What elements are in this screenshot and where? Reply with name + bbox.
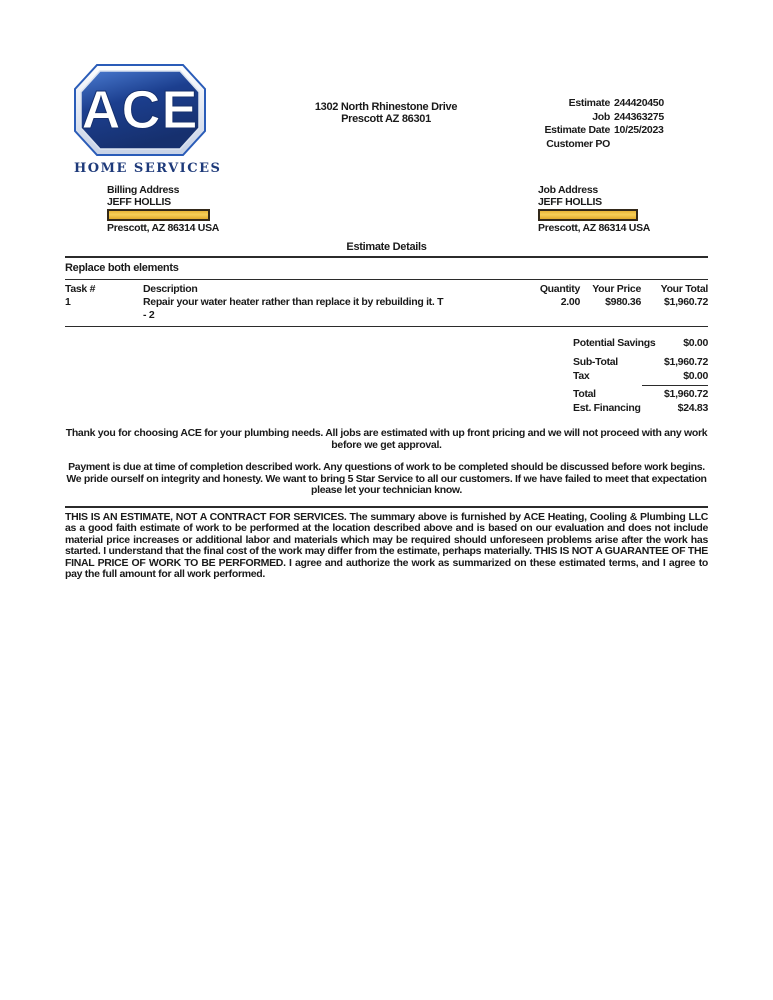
logo-subtext: HOME SERVICES	[74, 161, 222, 176]
divider	[65, 506, 708, 508]
total-divider	[642, 385, 708, 386]
subtotal-value: $1,960.72	[663, 356, 708, 368]
header-task: Task #	[65, 283, 96, 295]
billing-address-city: Prescott, AZ 86314 USA	[107, 222, 220, 234]
row-description: Repair your water heater rather than replace it by rebuilding it. T - 2	[143, 296, 444, 321]
company-logo	[74, 64, 222, 176]
tax-row	[573, 369, 708, 383]
estimate-meta	[470, 97, 710, 151]
section-title: Estimate Details	[346, 241, 427, 253]
billing-address-block	[107, 185, 219, 234]
meta-estimate-label: Estimate	[568, 97, 610, 109]
meta-customer-po-value	[614, 138, 710, 152]
header-description: Description	[143, 283, 198, 295]
potential-savings-value: $0.00	[683, 337, 708, 349]
potential-savings-row	[573, 336, 708, 350]
estimate-disclaimer: THIS IS AN ESTIMATE, NOT A CONTRACT FOR SERVICES. The summary above is furnished by ACE Heating, Cooling & Plumbing LLC as a good faith estimate of work to be performed at the location described above and is based on our evaluation and does not include material price increases or additional labor and materials which may be required should unforeseen problems arise after the work has started. I understand that the final cost of the work may differ from the estimate, perhaps materially. THIS IS NOT A GUARANTEE OF THE FINAL PRICE OF WORK TO BE PERFORMED. I agree and authorize the work as summarized on these estimated terms, and I agree to pay the full amount for all work performed.	[65, 510, 708, 580]
row-quantity: 2.00	[560, 296, 580, 308]
row-total: $1,960.72	[663, 296, 708, 308]
header-price: Your Price	[592, 283, 641, 295]
company-address-line2: Prescott AZ 86301	[341, 113, 431, 125]
meta-estimate-date-label: Estimate Date	[544, 124, 610, 136]
job-address-city: Prescott, AZ 86314 USA	[538, 222, 651, 234]
billing-address-redaction-bar	[107, 209, 210, 221]
potential-savings-label: Potential Savings	[573, 337, 656, 349]
job-address-block	[538, 185, 650, 234]
ace-badge-icon	[74, 64, 206, 156]
header-total: Your Total	[660, 283, 708, 295]
payment-note-line2: We pride ourself on integrity and honesty. We want to bring 5 Star Service to all our customers. If we have failed to meet that expectation please let your technician know.	[66, 472, 707, 496]
tax-value: $0.00	[683, 370, 708, 382]
meta-estimate-value: 244420450	[614, 97, 664, 109]
totals-block	[65, 336, 708, 415]
job-address-redaction-bar	[538, 209, 638, 221]
financing-row	[573, 401, 708, 415]
total-label: Total	[573, 388, 596, 400]
divider	[65, 326, 708, 327]
row-price: $980.36	[605, 296, 641, 308]
meta-estimate-date-value: 10/25/2023	[614, 124, 664, 136]
financing-value: $24.83	[677, 402, 708, 414]
payment-note-line1: Payment is due at time of completion described work. Any questions of work to be completed should be discussed before work begins.	[68, 461, 705, 473]
job-address-title: Job Address	[538, 184, 598, 196]
billing-address-title: Billing Address	[107, 184, 180, 196]
company-address-line1: 1302 North Rhinestone Drive	[314, 101, 458, 113]
svg-text:ACE: ACE	[81, 80, 199, 140]
row-task: 1	[65, 296, 71, 308]
divider	[65, 256, 708, 258]
total-row	[573, 387, 708, 401]
total-value: $1,960.72	[663, 388, 708, 400]
job-address-name: JEFF HOLLIS	[538, 196, 602, 208]
meta-job-label: Job	[592, 110, 610, 123]
subtotal-row	[573, 355, 708, 369]
financing-label: Est. Financing	[573, 402, 641, 414]
table-header-row	[65, 280, 708, 296]
task-group-title: Replace both elements	[65, 262, 179, 274]
estimate-details-section	[65, 241, 708, 581]
header-quantity: Quantity	[539, 283, 580, 295]
company-address	[280, 101, 492, 125]
meta-job-value: 244363275	[614, 110, 664, 123]
subtotal-label: Sub-Total	[573, 356, 618, 368]
meta-customer-po-label: Customer PO	[546, 137, 610, 150]
billing-address-name: JEFF HOLLIS	[107, 196, 171, 208]
thank-you-note: Thank you for choosing ACE for your plumbing needs. All jobs are estimated with up front pricing and we will not proceed with any work before we get approval.	[65, 427, 708, 451]
table-row	[65, 296, 708, 322]
payment-note	[65, 462, 708, 497]
tax-label: Tax	[573, 370, 590, 382]
